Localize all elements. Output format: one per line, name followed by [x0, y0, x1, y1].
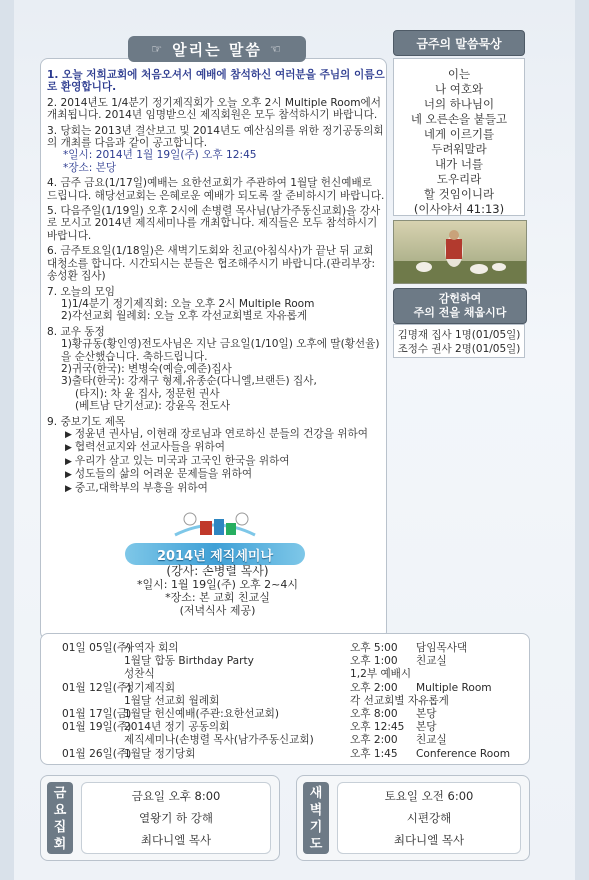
schedule-place: Conference Room	[416, 747, 511, 760]
meeting-place: *장소: 본당	[63, 161, 117, 174]
schedule-place: 친교실	[416, 734, 447, 747]
offering-header	[393, 288, 527, 324]
friday-service-label	[47, 782, 73, 854]
triangle-bullet-icon: ▶	[65, 443, 72, 454]
schedule-place: 친교실	[416, 655, 447, 668]
label-char: 기	[309, 820, 323, 835]
prayer-item	[47, 468, 385, 481]
schedule-place: Multiple Room	[416, 681, 492, 694]
dawn-prayer-label-text	[303, 785, 329, 853]
announcement-7	[47, 286, 385, 323]
schedule-time: 오후 12:45	[350, 721, 405, 734]
triangle-bullet-icon: ▶	[65, 456, 72, 467]
dawn-prayer-box	[296, 775, 530, 861]
announcement-2: 2. 2014년도 1/4분기 정기제직회가 오늘 오후 2시 Multiple Room에서 개최됩니다. 2014년 임명받으신 제직회원은 모두 참석하시기 바랍니다.	[47, 96, 382, 122]
label-char: 회	[53, 837, 67, 852]
friday-service-line: 열왕기 하 강해	[139, 811, 213, 825]
dawn-prayer-line: 최다니엘 목사	[393, 833, 465, 847]
label-char: 집	[53, 820, 67, 835]
verse-line: 도우리라	[436, 172, 482, 186]
announcement-3	[47, 125, 385, 175]
dawn-prayer-details	[337, 782, 521, 854]
verse-box	[393, 58, 525, 216]
member-news-item: (베트남 단기선교): 강윤옥 전도사	[75, 400, 230, 413]
schedule-row	[62, 708, 512, 721]
prayer-item	[47, 482, 385, 495]
announcements-body	[47, 69, 385, 498]
seminar-illustration	[170, 505, 260, 541]
verse-line: 네 오른손을 붙들고	[410, 112, 508, 126]
label-char: 금	[53, 786, 67, 801]
seminar-speaker: (강사: 손병렬 목사)	[166, 564, 269, 578]
announcement-3-text: 3. 당회는 2013년 결산보고 및 2014년도 예산심의를 위한 정기공동의회의 개최를 다음과 같이 공고합니다.	[47, 124, 384, 150]
meeting-item: 2)각선교회 월례회: 오늘 오후 각선교회별로 자유롭게	[61, 310, 308, 323]
verse-line: 두려워말라	[431, 142, 487, 156]
announcement-5: 5. 다음주일(1/19일) 오후 2시에 손병렬 목사님(남가주동신교회)을 강사로 모시고 2014년 제직세미나를 개최합니다. 제직들은 모두 참석하시기 바랍니다.	[47, 205, 381, 242]
schedule-event: 1월달 선교회 월례회	[124, 694, 220, 707]
meeting-item: 1)1/4분기 정기제직회: 오늘 오후 2시 Multiple Room	[61, 297, 315, 310]
pointing-hand-left-icon: ☜	[269, 42, 283, 56]
friday-service-box	[40, 775, 280, 861]
friday-service-line: 최다니엘 목사	[140, 833, 212, 847]
seminar-note: (저녁식사 제공)	[179, 604, 256, 617]
schedule-date: 01월 17일(금)	[62, 708, 132, 720]
verse-line: 내가 너를	[434, 157, 484, 171]
schedule-event: 사역자 회의	[124, 642, 179, 654]
member-news-item: 3)출타(한국): 강재구 형제,유종순(다니엘,브랜든) 집사,	[61, 375, 317, 388]
label-char: 도	[309, 837, 323, 852]
schedule-row	[62, 695, 512, 708]
announcement-8	[47, 326, 385, 413]
seminar-details	[95, 565, 340, 617]
schedule-time: 각 선교회별 자유롭게	[350, 694, 449, 707]
schedule-date: 01일 05일(주)	[62, 642, 132, 654]
prayer-item	[47, 428, 385, 441]
prayer-item-text: 중고,대학부의 부흥을 위하여	[74, 481, 208, 494]
shepherd-picture	[393, 220, 527, 284]
schedule-date: 01월 19일(주)	[62, 721, 132, 734]
member-news-item: 2)귀국(한국): 변병숙(예슬,예준)집사	[61, 362, 232, 375]
schedule-row	[62, 721, 512, 734]
schedule-row	[62, 642, 512, 655]
verse-line: 너의 하나님이	[423, 97, 495, 111]
schedule-time: 오후 5:00	[350, 642, 398, 654]
schedule-event: 성찬식	[124, 668, 155, 681]
schedule-row	[62, 734, 512, 747]
seminar-section	[95, 505, 340, 625]
offering-header-line: 주의 전을 채웁시다	[413, 306, 507, 319]
schedule-time: 오후 1:45	[350, 747, 398, 760]
label-char: 요	[53, 803, 67, 818]
offering-header-line: 감헌하여	[438, 292, 482, 305]
schedule-event: 1월달 합동 Birthday Party	[124, 655, 254, 668]
announcement-7-text: 7. 오늘의 모임	[47, 285, 116, 298]
seminar-date: *일시: 1월 19일(주) 오후 2~4시	[137, 578, 298, 591]
announcement-4: 4. 금주 금요(1/17일)예배는 요한선교회가 주관하여 1월달 헌신예배로 드립니다. 해당선교회는 은혜로운 예배가 되도록 잘 준비하시기 바랍니다.	[47, 177, 385, 202]
seminar-banner-text: 2014년 제직세미나	[156, 548, 274, 564]
schedule-place: 담임목사댁	[416, 642, 468, 654]
offering-line: 조정수 권사 2명(01/05일)	[397, 343, 521, 355]
schedule-event: 제직세미나(손병렬 목사(남가주동신교회)	[124, 734, 314, 747]
schedule-date: 01월 12일(주)	[62, 681, 132, 694]
schedule-time: 오후 1:00	[350, 655, 398, 668]
schedule-place: 본당	[416, 721, 437, 734]
announcement-9	[47, 416, 385, 495]
meeting-date: *일시: 2014년 1월 19일(주) 오후 12:45	[63, 149, 257, 162]
prayer-item-text: 성도들의 삶의 어려운 문제들을 위하여	[74, 468, 253, 481]
prayer-item	[47, 441, 385, 454]
schedule-place: 본당	[416, 708, 437, 720]
schedule-row	[62, 668, 512, 681]
schedule-event: 1월달 헌신예배(주관:요한선교회)	[124, 708, 279, 720]
dawn-prayer-line: 토요일 오전 6:00	[384, 789, 474, 803]
prayer-item-text: 협력선교지와 선교사들을 위하여	[74, 441, 225, 454]
verse-line: 이는	[447, 67, 471, 81]
member-news-item: 1)황규동(황인영)전도사님은 지난 금요일(1/10일) 오후에 딸(황선율)을 순산했습니다. 축하드립니다.	[61, 338, 380, 363]
dawn-prayer-line: 시편강해	[406, 811, 452, 825]
pointing-hand-right-icon: ☞	[151, 42, 165, 56]
schedule-time: 오후 2:00	[350, 734, 398, 747]
schedule-event: 정기제직회	[124, 681, 176, 694]
seminar-place: *장소: 본 교회 친교실	[165, 591, 270, 604]
schedule-time: 1,2부 예배시	[350, 668, 412, 681]
label-char: 벽	[309, 803, 323, 818]
seminar-banner	[125, 543, 305, 565]
verse-header: 금주의 말씀묵상	[393, 30, 525, 56]
prayer-item	[47, 455, 385, 468]
verse-line: 나 여호와	[434, 82, 484, 96]
schedule-row	[62, 748, 512, 761]
schedule-time: 오후 2:00	[350, 681, 398, 694]
schedule-row	[62, 682, 512, 695]
triangle-bullet-icon: ▶	[65, 483, 72, 494]
announcements-title-text: 알리는 말씀	[172, 40, 262, 59]
schedule-time: 오후 8:00	[350, 708, 398, 720]
friday-service-label-text	[47, 785, 73, 853]
triangle-bullet-icon: ▶	[65, 470, 72, 481]
triangle-bullet-icon: ▶	[65, 429, 72, 440]
announcement-6: 6. 금주토요일(1/18일)은 새벽기도회와 친교(아침식사)가 끝난 뒤 교회 대청소를 합니다. 시간되시는 분들은 협조해주시기 바랍니다.(관리부장:송성환 집사)	[47, 245, 376, 283]
verse-header-wrap	[393, 30, 525, 56]
schedule-row	[62, 655, 512, 668]
label-char: 새	[309, 786, 323, 801]
schedule-event: 2014년 정기 공동의회	[124, 721, 230, 734]
announcement-1: 1. 오늘 저희교회에 처음오셔서 예배에 참석하신 여러분을 주님의 이름으로 환영합니다.	[47, 69, 385, 94]
offering-line: 김명재 집사 1명(01/05일)	[397, 329, 521, 341]
schedule-date: 01월 26일(주)	[62, 747, 132, 760]
verse-line: 할 것임이니라	[423, 187, 495, 201]
friday-service-details	[81, 782, 271, 854]
prayer-item-text: 정윤년 권사님, 이현래 장로님과 연로하신 분들의 건강을 위하여	[74, 427, 368, 440]
announcement-9-text: 9. 중보기도 제목	[47, 415, 126, 428]
announcements-title	[128, 36, 306, 62]
announcement-8-text: 8. 교우 동정	[47, 325, 105, 338]
prayer-item-text: 우리가 살고 있는 미국과 고국인 한국을 위하여	[74, 454, 290, 467]
friday-service-line: 금요일 오후 8:00	[131, 789, 221, 803]
offering-box	[393, 324, 525, 358]
member-news-item: (타지): 차 윤 집사, 정문헌 권사	[75, 387, 220, 400]
verse-reference: (이사야서 41:13)	[413, 202, 505, 216]
dawn-prayer-label	[303, 782, 329, 854]
verse-line: 네게 이르기를	[423, 127, 495, 141]
schedule-event: 1월달 정기당회	[124, 747, 196, 760]
